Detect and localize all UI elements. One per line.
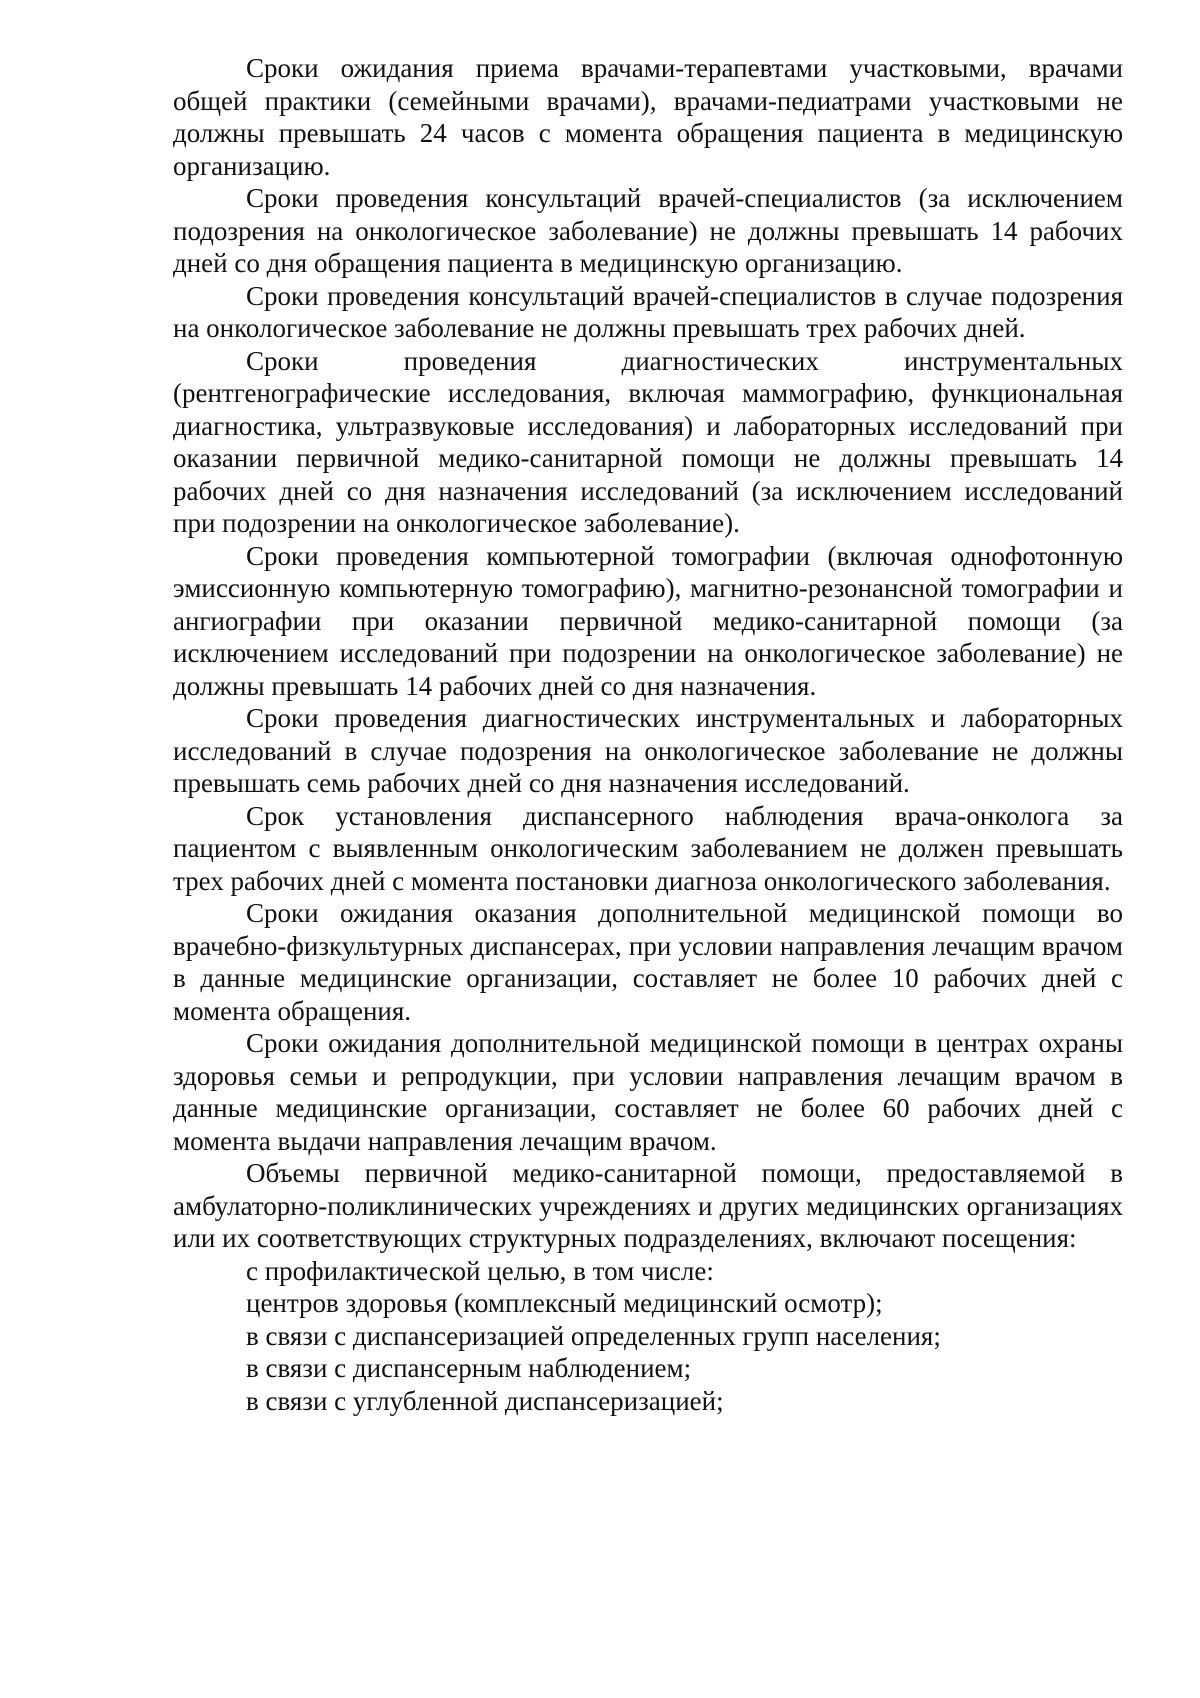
list-item: с профилактической целью, в том числе: — [246, 1255, 714, 1286]
paragraph-specialist-consultations: Сроки проведения консультаций врачей-специалистов (за исключением подозрения на онкологическое заболевание) не должны превышать 14 рабочих дней со дня обращения пациента в медицинскую организацию. — [173, 183, 1123, 278]
list-item: центров здоровья (комплексный медицинский осмотр); — [246, 1288, 883, 1318]
paragraph-oncologist-observation: Срок установления диспансерного наблюдения врача-онколога за пациентом с выявленным онкологическим заболеванием не должен превышать трех рабочих дней с момента постановки диагноза онкологического заболевания. — [173, 800, 1123, 896]
document-page — [173, 52, 1123, 1417]
paragraph-oncology-diagnostics: Сроки проведения диагностических инструментальных и лабораторных исследований в случае подозрения на онкологическое заболевание не должны превышать семь рабочих дней со дня назначения исследований. — [173, 703, 1123, 798]
paragraph-family-reproduction-centers: Сроки ожидания дополнительной медицинской помощи в центрах охраны здоровья семьи и репродукции, при условии направления лечащим врачом в данные медицинские организации, составляет не более 60 рабочих дней с момента выдачи направления лечащим врачом. — [173, 1028, 1123, 1156]
paragraph-reception-waiting-times: Сроки ожидания приема врачами-терапевтами участковыми, врачами общей практики (семейными врачами), врачами-педиатрами участковыми не должны превышать 24 часов с момента обращения пациента в медицинскую организацию. — [173, 53, 1123, 181]
paragraph-primary-care-volumes: Объемы первичной медико-санитарной помощи, предоставляемой в амбулаторно-поликлинических учреждениях и других медицинских организациях или их соответствующих структурных подразделениях, включают посещения: — [173, 1158, 1123, 1253]
list-item: в связи с диспансеризацией определенных групп населения; — [246, 1320, 941, 1351]
paragraph-instrumental-lab-diagnostics: Сроки проведения диагностических инструментальных (рентгенографические исследования, включая маммографию, функциональная диагностика, ультразвуковые исследования) и лабораторных исследований при оказании первичной медико-санитарной помощи не должны превышать 14 рабочих дней со дня назначения исследований (за исключением исследований при подозрении на онкологическое заболевание). — [173, 345, 1123, 538]
paragraph-tomography-angiography: Сроки проведения компьютерной томографии (включая однофотонную эмиссионную компьютерную томографию), магнитно-резонансной томографии и ангиографии при оказании первичной медико-санитарной помощи (за исключением исследований при подозрении на онкологическое заболевание) не должны превышать 14 рабочих дней со дня назначения. — [173, 540, 1123, 701]
paragraph-oncology-consultations: Сроки проведения консультаций врачей-специалистов в случае подозрения на онкологическое заболевание не должны превышать трех рабочих дней. — [173, 280, 1123, 343]
list-item: в связи с углубленной диспансеризацией; — [246, 1385, 724, 1416]
paragraph-sports-medicine-dispensaries: Сроки ожидания оказания дополнительной медицинской помощи во врачебно-физкультурных диспансерах, при условии направления лечащим врачом в данные медицинские организации, составляет не более 10 рабочих дней с момента обращения. — [173, 898, 1123, 1026]
visit-purpose-list — [173, 1255, 1123, 1418]
list-item: в связи с диспансерным наблюдением; — [246, 1353, 692, 1383]
